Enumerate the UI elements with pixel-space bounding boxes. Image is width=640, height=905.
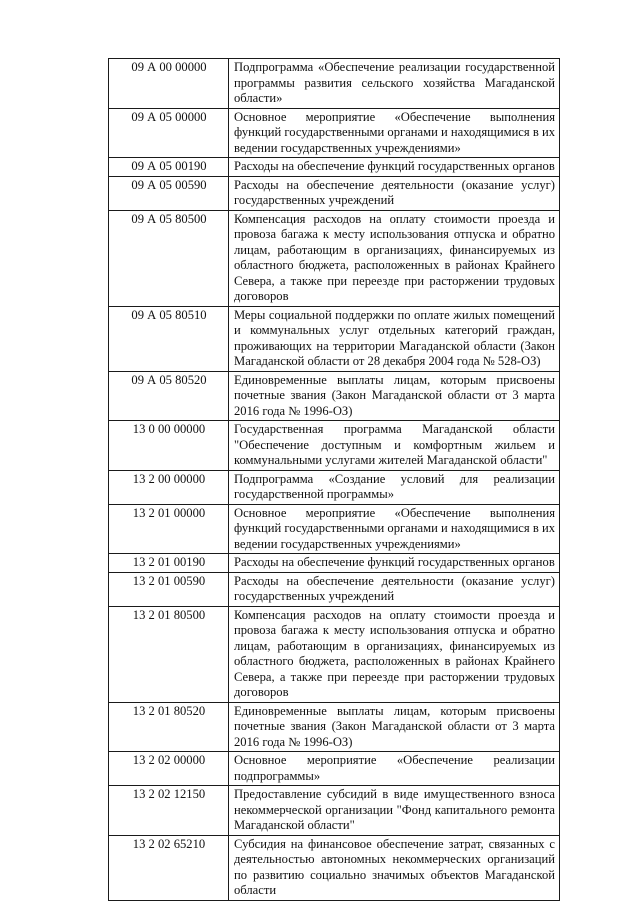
row-description: Компенсация расходов на оплату стоимости проезда и провоза багажа к месту использования отпуска и обратно лицам, работающим в организациях, финансируемых из областного бюджета, расположенных в районах Крайнего Севера, а также при переезде при расторжении трудовых договоров xyxy=(229,210,560,306)
table-row xyxy=(109,371,560,421)
row-description: Основное мероприятие «Обеспечение выполнения функций государственными органами и находящимися в их ведении государственных учреждениями» xyxy=(229,504,560,554)
row-description: Субсидия на финансовое обеспечение затрат, связанных с деятельностью автономных некоммерческих организаций по развитию социально значимых объектов Магаданской области xyxy=(229,835,560,900)
table-row xyxy=(109,606,560,702)
table-row xyxy=(109,158,560,177)
row-code: 13 2 01 00590 xyxy=(109,572,229,606)
row-description: Основное мероприятие «Обеспечение реализации подпрограммы» xyxy=(229,752,560,786)
row-description: Подпрограмма «Создание условий для реализации государственной программы» xyxy=(229,470,560,504)
row-code: 09 А 05 80520 xyxy=(109,371,229,421)
row-description: Расходы на обеспечение функций государственных органов xyxy=(229,158,560,177)
row-code: 13 2 02 12150 xyxy=(109,786,229,836)
table-row xyxy=(109,572,560,606)
row-code: 13 2 00 00000 xyxy=(109,470,229,504)
table-row xyxy=(109,786,560,836)
table-row xyxy=(109,421,560,471)
row-description: Единовременные выплаты лицам, которым присвоены почетные звания (Закон Магаданской области от 3 марта 2016 года № 1996-ОЗ) xyxy=(229,371,560,421)
row-code: 13 2 01 80500 xyxy=(109,606,229,702)
row-code: 09 А 05 00590 xyxy=(109,176,229,210)
row-description: Меры социальной поддержки по оплате жилых помещений и коммунальных услуг отдельных категорий граждан, проживающих на территории Магаданской области (Закон Магаданской области от 28 декабря 2004 года № 528-ОЗ) xyxy=(229,306,560,371)
row-description: Государственная программа Магаданской области "Обеспечение доступным и комфортным жильем и коммунальными услугами жителей Магаданской области" xyxy=(229,421,560,471)
row-description: Предоставление субсидий в виде имущественного взноса некоммерческой организации "Фонд капитального ремонта Магаданской области" xyxy=(229,786,560,836)
table-row xyxy=(109,306,560,371)
table-row xyxy=(109,210,560,306)
row-code: 09 А 05 00190 xyxy=(109,158,229,177)
table-row xyxy=(109,554,560,573)
row-description: Основное мероприятие «Обеспечение выполнения функций государственными органами и находящимися в их ведении государственных учреждениями» xyxy=(229,108,560,158)
row-description: Расходы на обеспечение функций государственных органов xyxy=(229,554,560,573)
row-description: Подпрограмма «Обеспечение реализации государственной программы развития сельского хозяйства Магаданской области» xyxy=(229,59,560,109)
row-code: 09 А 05 80510 xyxy=(109,306,229,371)
table-row xyxy=(109,504,560,554)
table-row xyxy=(109,470,560,504)
table-row xyxy=(109,59,560,109)
budget-classification-table xyxy=(108,58,560,901)
row-description: Компенсация расходов на оплату стоимости проезда и провоза багажа к месту использования отпуска и обратно лицам, работающим в организациях, финансируемых из областного бюджета, расположенных в районах Крайнего Севера, а также при переезде при расторжении трудовых договоров xyxy=(229,606,560,702)
row-code: 13 2 01 00190 xyxy=(109,554,229,573)
row-description: Расходы на обеспечение деятельности (оказание услуг) государственных учреждений xyxy=(229,176,560,210)
row-code: 09 А 05 00000 xyxy=(109,108,229,158)
row-code: 13 2 01 00000 xyxy=(109,504,229,554)
row-code: 13 0 00 00000 xyxy=(109,421,229,471)
row-code: 13 2 02 00000 xyxy=(109,752,229,786)
table-row xyxy=(109,702,560,752)
table-row xyxy=(109,108,560,158)
row-description: Единовременные выплаты лицам, которым присвоены почетные звания (Закон Магаданской области от 3 марта 2016 года № 1996-ОЗ) xyxy=(229,702,560,752)
row-code: 09 А 05 80500 xyxy=(109,210,229,306)
row-code: 13 2 02 65210 xyxy=(109,835,229,900)
row-description: Расходы на обеспечение деятельности (оказание услуг) государственных учреждений xyxy=(229,572,560,606)
table-row xyxy=(109,835,560,900)
table-row xyxy=(109,752,560,786)
row-code: 13 2 01 80520 xyxy=(109,702,229,752)
table-row xyxy=(109,176,560,210)
row-code: 09 А 00 00000 xyxy=(109,59,229,109)
